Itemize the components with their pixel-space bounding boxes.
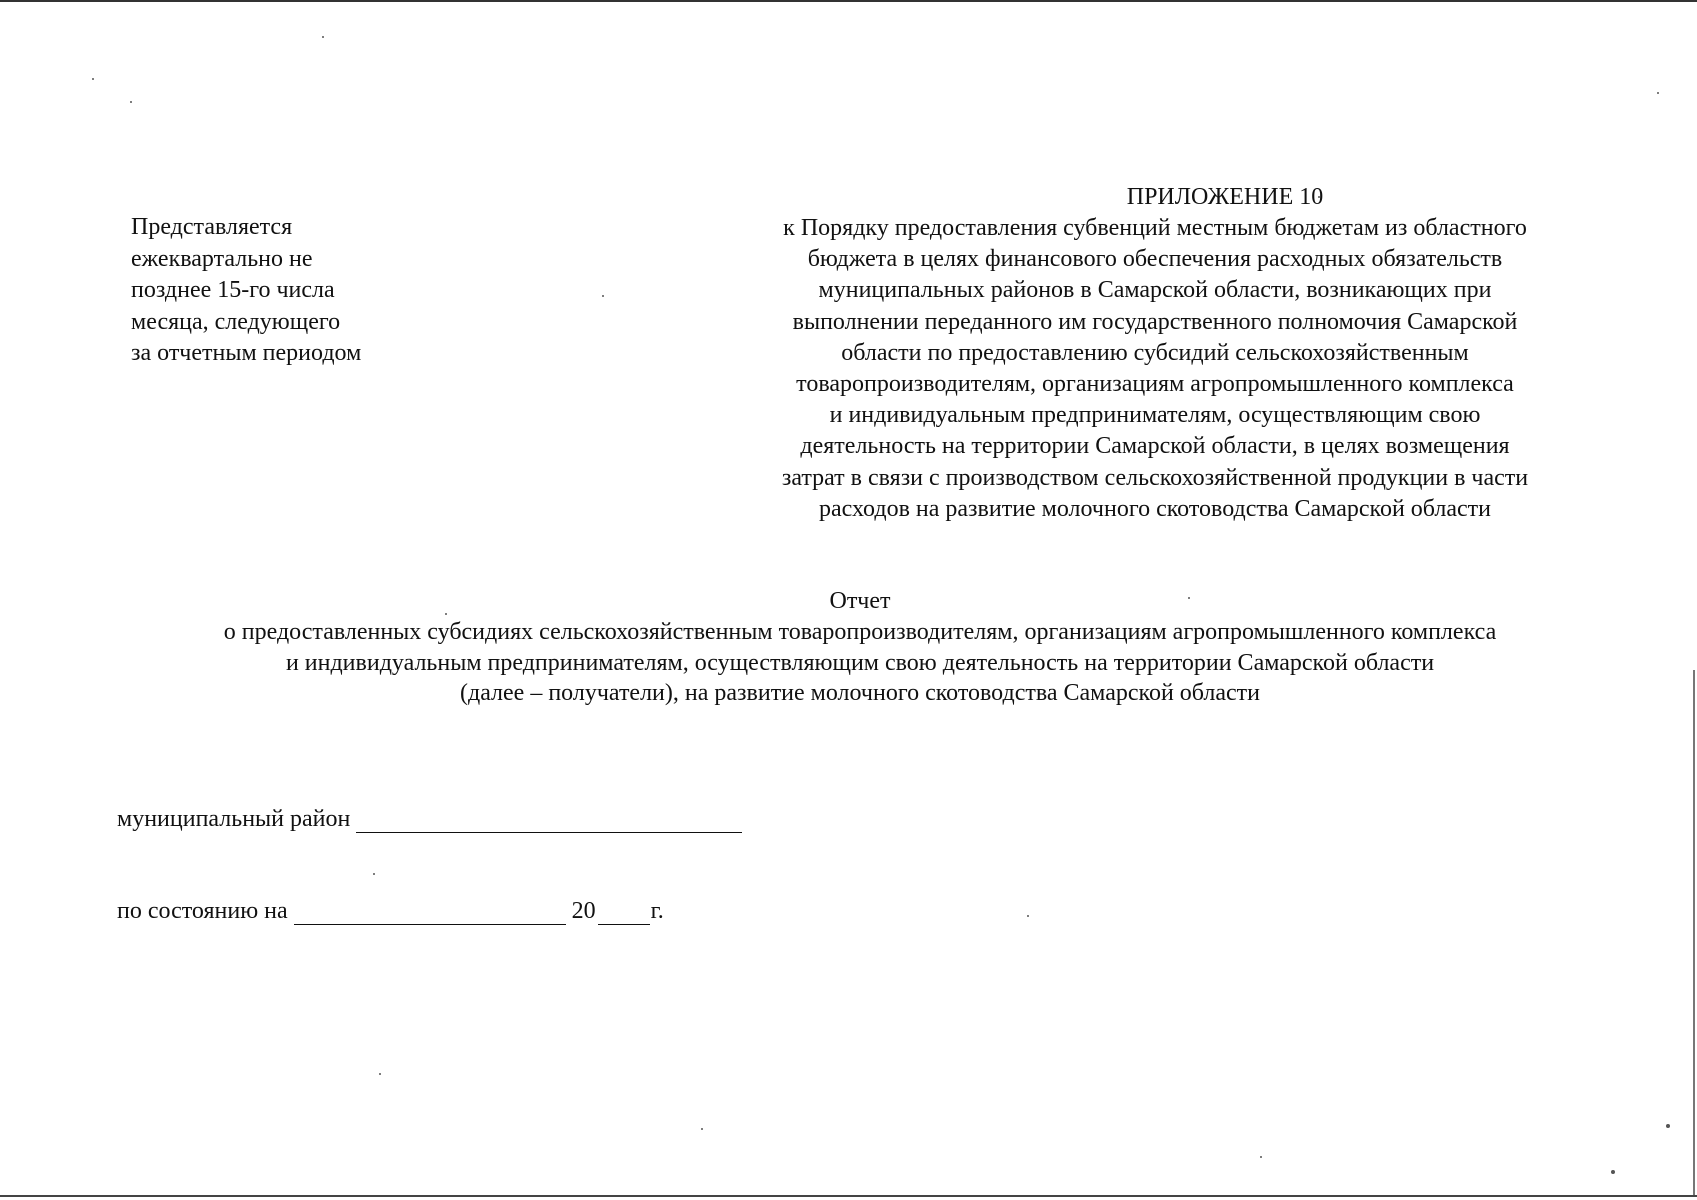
scan-speck [1666,1124,1670,1128]
district-field [117,806,742,833]
report-title: Отчет [829,588,891,614]
scan-speck [322,36,324,38]
appendix-line: затрат в связи с производством сельскохозяйственной продукции в части [781,464,1529,491]
scan-speck [1260,1156,1262,1158]
district-label: муниципальный район [117,806,351,832]
year-prefix: 20 [571,898,596,924]
report-heading [100,586,1620,709]
report-subtitle-line: и индивидуальным предпринимателям, осуществляющим свою деятельность на территории Самарской области [285,649,1435,676]
appendix-line: расходов на развитие молочного скотоводства Самарской области [818,495,1492,522]
submission-note [131,212,431,370]
scan-speck [1657,92,1659,94]
note-line: позднее 15-го числа [131,277,335,303]
scan-speck [92,78,94,80]
scan-speck [130,101,132,103]
appendix-line: бюджета в целях финансового обеспечения расходных обязательств [807,246,1503,273]
scan-speck [1027,915,1029,917]
appendix-line: муниципальных районов в Самарской области, возникающих при [818,277,1492,304]
appendix-line: и индивидуальным предпринимателям, осуществляющим свою [829,402,1481,429]
page-bottom-edge [0,1195,1697,1197]
report-subtitle-line: о предоставленных субсидиях сельскохозяйственным товаропроизводителям, организациям агропромышленного комплекса [223,619,1497,645]
note-line: месяца, следующего [131,308,341,335]
scan-speck [701,1128,703,1130]
note-line: ежеквартально не [131,245,313,272]
appendix-line: к Порядку предоставления субвенций местным бюджетам из областного [783,215,1527,241]
year-suffix: г. [650,898,664,924]
note-line: за отчетным периодом [131,340,362,366]
appendix-line: области по предоставлению субсидий сельскохозяйственным [841,339,1469,366]
scan-speck [1611,1170,1615,1174]
page-top-edge [0,0,1697,2]
year-blank-line[interactable] [598,898,650,925]
page-right-edge [1693,670,1695,1195]
district-blank-line[interactable] [356,806,742,833]
appendix-title: ПРИЛОЖЕНИЕ 10 [1126,184,1324,210]
note-line: Представляется [131,214,293,240]
as-of-label: по состоянию на [117,898,288,924]
appendix-line: товаропроизводителям, организациям агропромышленного комплекса [796,371,1514,398]
appendix-line: деятельность на территории Самарской области, в целях возмещения [800,433,1510,460]
scan-speck [379,1073,381,1075]
date-blank-line[interactable] [294,898,566,925]
scan-speck [373,873,375,875]
report-subtitle-line: (далее – получатели), на развитие молочного скотоводства Самарской области [459,680,1261,706]
appendix-line: выполнении переданного им государственного полномочия Самарской [792,308,1518,335]
as-of-date-field [117,898,664,925]
appendix-header [715,182,1595,525]
scan-speck [602,295,604,297]
